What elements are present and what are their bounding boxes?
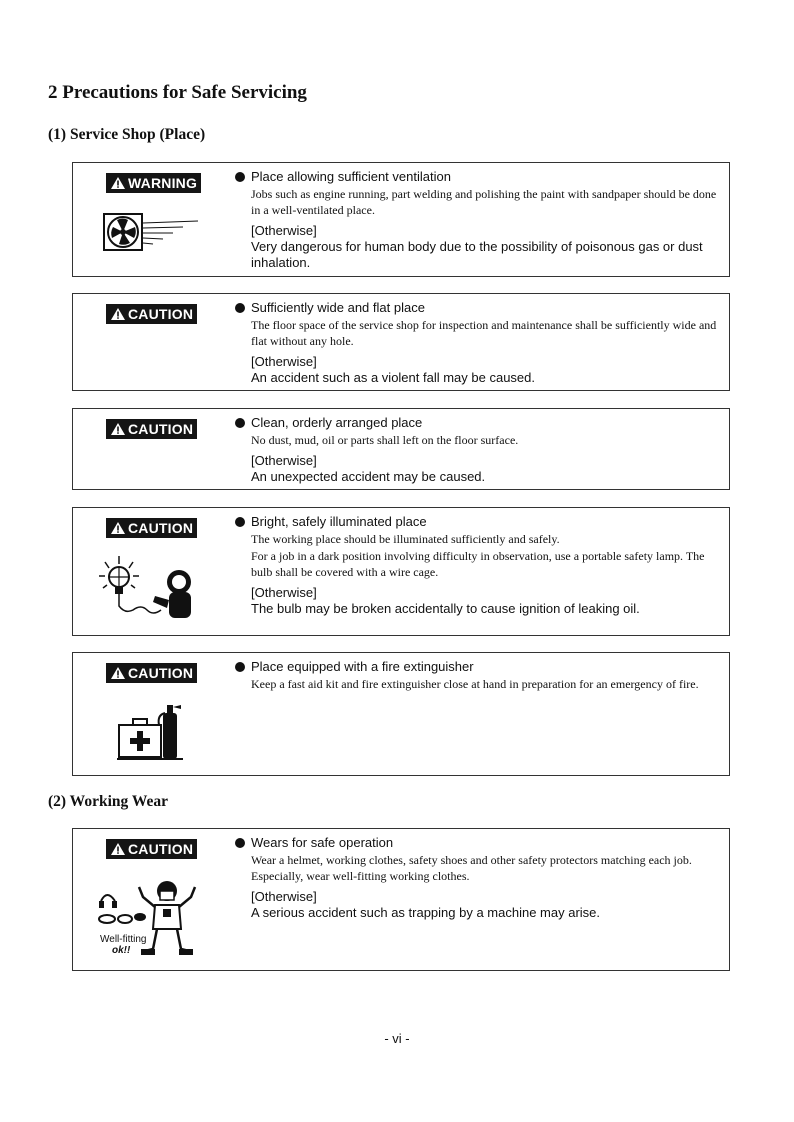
precaution-box-fire-extinguisher [72, 652, 730, 776]
warning-badge [106, 173, 201, 193]
bullet-icon [235, 662, 245, 672]
precaution-box-clean-orderly [72, 408, 730, 490]
warning-triangle-icon [110, 422, 126, 436]
badge-label: CAUTION [128, 520, 194, 536]
precaution-box-working-wear [72, 828, 730, 971]
precaution-content [251, 300, 721, 386]
section-title-service-shop: (1) Service Shop (Place) [48, 126, 206, 143]
precaution-description: No dust, mud, oil or parts shall left on the floor surface. [251, 433, 519, 447]
warning-triangle-icon [110, 176, 126, 190]
caution-badge [106, 419, 197, 439]
illustration-caption [100, 934, 147, 956]
consequence-text: An accident such as a violent fall may be caused. [251, 370, 535, 385]
precaution-box-wide-flat [72, 293, 730, 391]
caution-badge [106, 304, 197, 324]
bullet-icon [235, 172, 245, 182]
otherwise-label: [Otherwise] [251, 354, 317, 369]
consequence-text: The bulb may be broken accidentally to cause ignition of leaking oil. [251, 601, 640, 616]
consequence-text: A serious accident such as trapping by a machine may arise. [251, 905, 601, 920]
consequence-text: An unexpected accident may be caused. [251, 469, 486, 484]
precaution-content [251, 514, 721, 617]
precaution-description-2: For a job in a dark position involving difficulty in observation, use a portable safety lamp. The bulb shall be covered with a wire cage. [251, 549, 705, 579]
precaution-heading: Place allowing sufficient ventilation [251, 169, 721, 185]
precaution-heading: Sufficiently wide and flat place [251, 300, 721, 316]
precaution-description: Jobs such as engine running, part welding and polishing the paint with sandpaper should be done in a well-ventilated place. [251, 187, 717, 217]
badge-label: CAUTION [128, 841, 194, 857]
precaution-heading: Clean, orderly arranged place [251, 415, 721, 431]
precaution-content [251, 169, 721, 271]
otherwise-label: [Otherwise] [251, 223, 317, 238]
page-number: - vi - [384, 1031, 410, 1046]
bullet-icon [235, 418, 245, 428]
warning-triangle-icon [110, 666, 126, 680]
precaution-box-ventilation [72, 162, 730, 277]
badge-label: CAUTION [128, 306, 194, 322]
precaution-content [251, 415, 721, 485]
precaution-heading: Bright, safely illuminated place [251, 514, 721, 530]
otherwise-label: [Otherwise] [251, 585, 317, 600]
badge-label: CAUTION [128, 421, 194, 437]
otherwise-label: [Otherwise] [251, 453, 317, 468]
bullet-icon [235, 517, 245, 527]
precaution-content [251, 835, 721, 921]
precaution-heading: Place equipped with a fire extinguisher [251, 659, 721, 675]
precaution-description: Wear a helmet, working clothes, safety shoes and other safety protectors matching each job. Especially, wear well-fitting working clothes. [251, 853, 692, 883]
badge-label: WARNING [128, 175, 198, 191]
ventilation-fan-icon [103, 211, 203, 255]
otherwise-label: [Otherwise] [251, 889, 317, 904]
precaution-content [251, 659, 721, 692]
precaution-heading: Wears for safe operation [251, 835, 721, 851]
ok-label: ok!! [112, 945, 131, 956]
precaution-box-illuminated [72, 507, 730, 636]
warning-triangle-icon [110, 521, 126, 535]
precaution-description: The working place should be illuminated sufficiently and safely. [251, 532, 560, 546]
safety-lamp-icon [97, 554, 207, 628]
well-fitting-label: Well-fitting [100, 934, 147, 945]
precaution-description: Keep a fast aid kit and fire extinguisher close at hand in preparation for an emergency of fire. [251, 677, 699, 691]
first-aid-extinguisher-icon [117, 701, 187, 763]
warning-triangle-icon [110, 842, 126, 856]
bullet-icon [235, 838, 245, 848]
page-title: 2 Precautions for Safe Servicing [48, 82, 307, 103]
consequence-text: Very dangerous for human body due to the possibility of poisonous gas or dust inhalation. [251, 239, 703, 270]
caution-badge [106, 663, 197, 683]
caution-badge [106, 839, 197, 859]
section-title-working-wear: (2) Working Wear [48, 793, 168, 810]
caution-badge [106, 518, 197, 538]
bullet-icon [235, 303, 245, 313]
warning-triangle-icon [110, 307, 126, 321]
precaution-description: The floor space of the service shop for inspection and maintenance shall be sufficiently wide and flat without any hole. [251, 318, 717, 348]
badge-label: CAUTION [128, 665, 194, 681]
